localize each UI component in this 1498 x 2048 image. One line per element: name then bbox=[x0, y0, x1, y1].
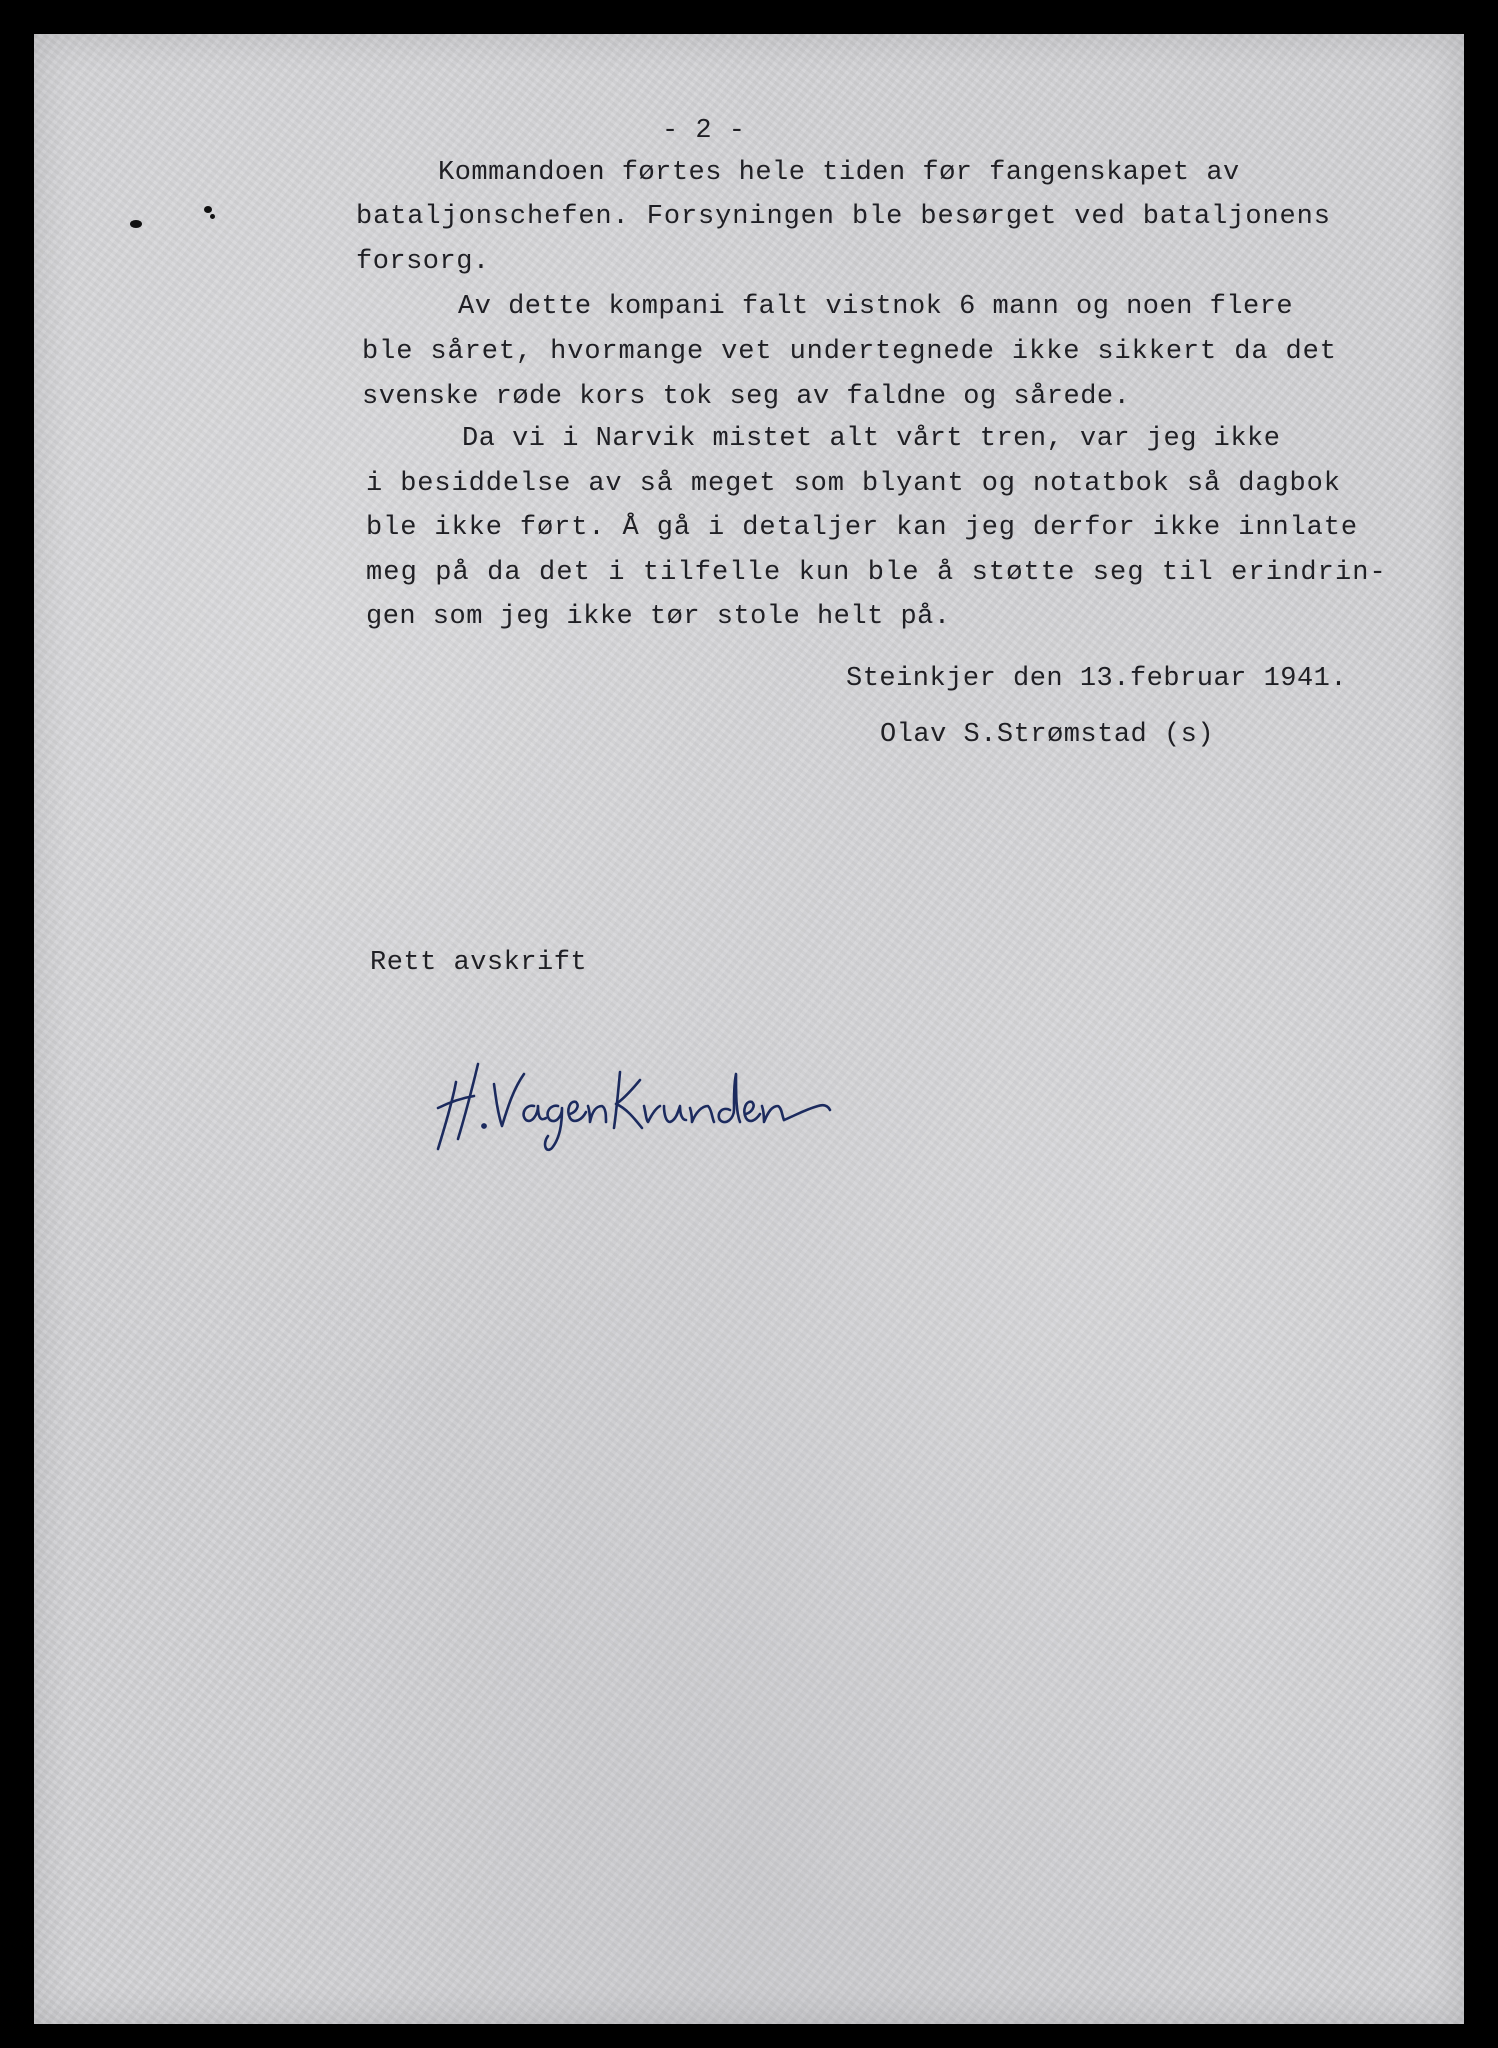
body-line: Av dette kompani falt vistnok 6 mann og noen flere bbox=[458, 292, 1294, 322]
page-number: - 2 - bbox=[662, 116, 746, 146]
document-page bbox=[34, 34, 1464, 2024]
margin-mark bbox=[210, 214, 215, 219]
body-line: forsorg. bbox=[356, 247, 490, 277]
certification-label: Rett avskrift bbox=[370, 948, 588, 978]
body-line: ble ikke ført. Å gå i detaljer kan jeg derfor ikke innlate bbox=[366, 513, 1358, 543]
place-date: Steinkjer den 13.februar 1941. bbox=[846, 664, 1348, 694]
body-line: Da vi i Narvik mistet alt vårt tren, var jeg ikke bbox=[462, 424, 1281, 454]
body-line: meg på da det i tilfelle kun ble å støtte seg til erindrin- bbox=[366, 558, 1387, 588]
body-line: ble såret, hvormange vet undertegnede ikke sikkert da det bbox=[362, 337, 1337, 367]
body-line: gen som jeg ikke tør stole helt på. bbox=[366, 602, 951, 632]
margin-mark bbox=[204, 206, 212, 213]
handwritten-signature bbox=[434, 1044, 834, 1164]
body-line: bataljonschefen. Forsyningen ble besørget ved bataljonens bbox=[356, 202, 1331, 232]
margin-mark bbox=[130, 220, 142, 228]
body-line: Kommandoen førtes hele tiden før fangenskapet av bbox=[438, 158, 1240, 188]
body-line: i besiddelse av så meget som blyant og notatbok så dagbok bbox=[366, 469, 1341, 499]
typed-signature: Olav S.Strømstad (s) bbox=[880, 720, 1215, 750]
body-line: svenske røde kors tok seg av faldne og sårede. bbox=[362, 382, 1131, 412]
